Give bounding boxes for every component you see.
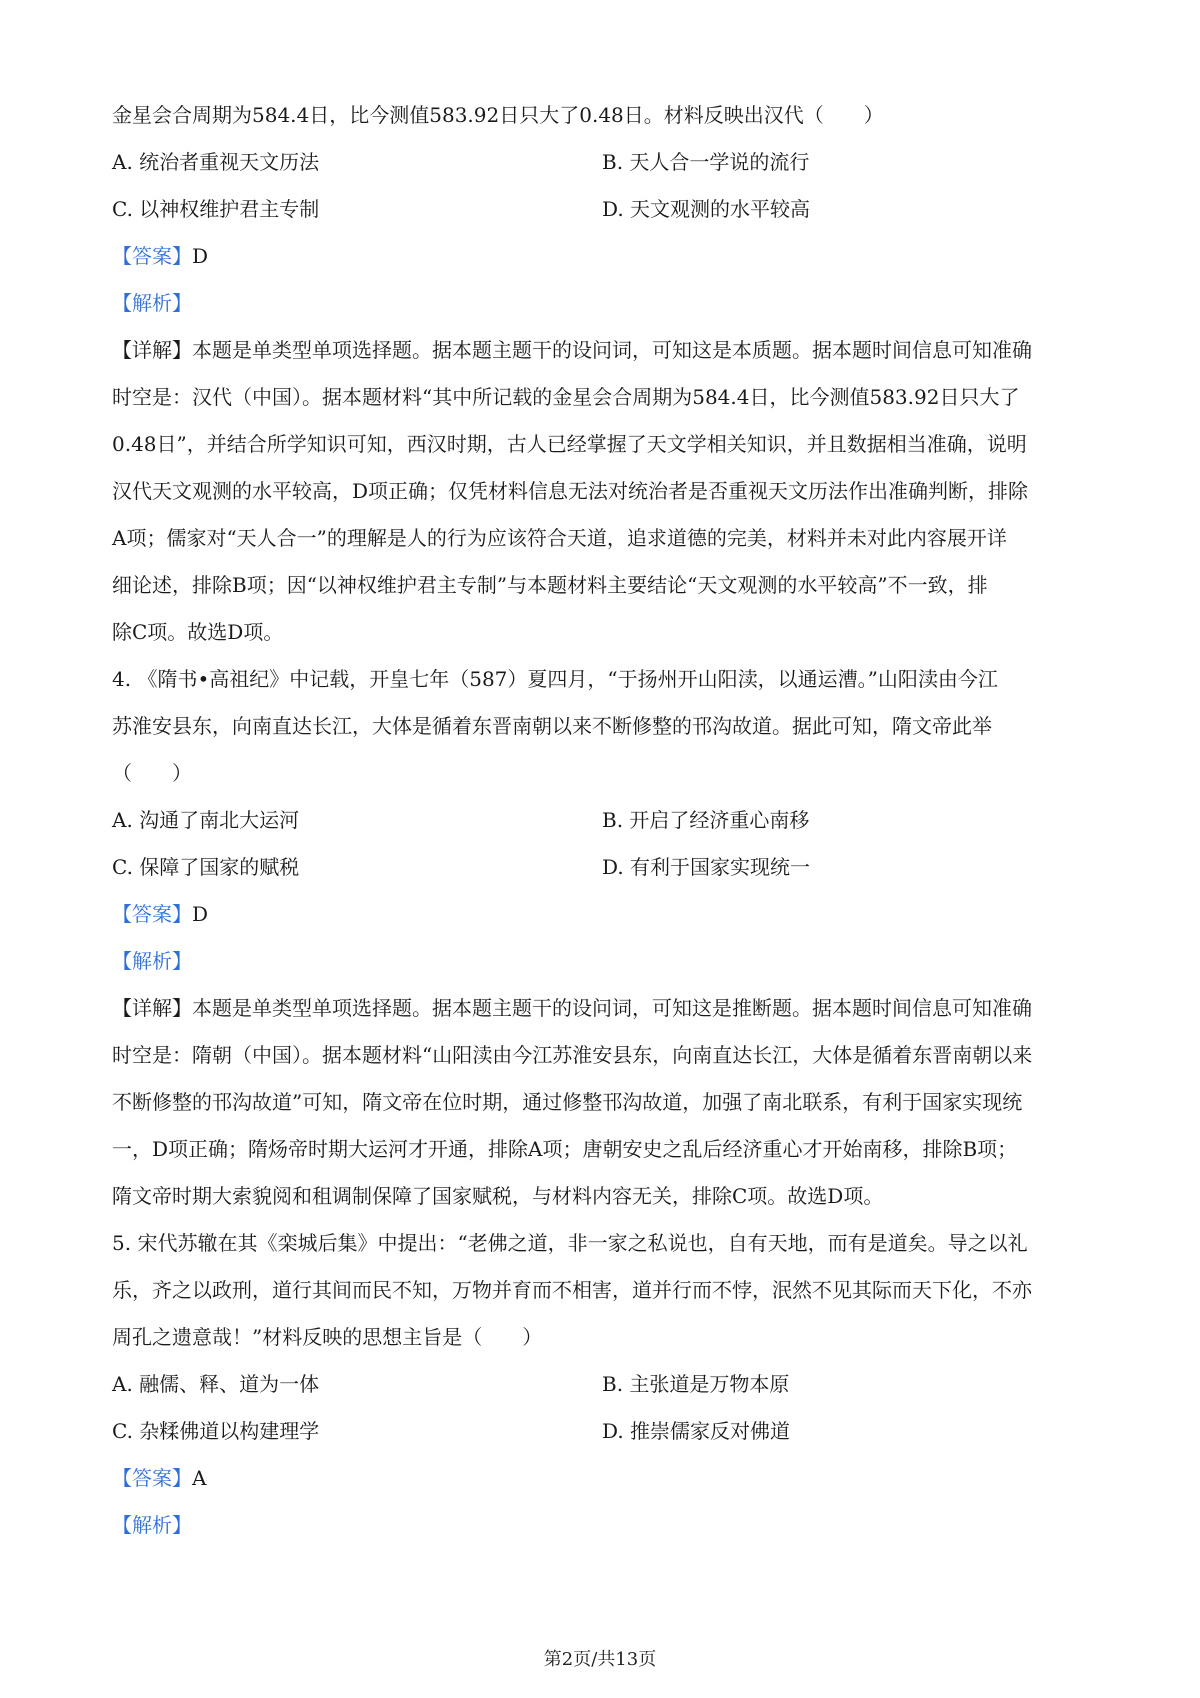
q3-option-d: D. 天文观测的水平较高 bbox=[602, 197, 811, 221]
q5-answer bbox=[112, 1455, 1092, 1502]
q3-detail-line: 细论述，排除B项；因“以神权维护君主专制”与本题材料主要结论“天文观测的水平较高”不一致，排 bbox=[112, 573, 988, 597]
q3-detail-line: 除C项。故选D项。 bbox=[112, 620, 284, 644]
q4-option-b: B. 开启了经济重心南移 bbox=[602, 808, 810, 832]
q4-answer bbox=[112, 891, 1092, 938]
q4-stem bbox=[112, 656, 1092, 797]
q4-analysis-label: 【解析】 bbox=[112, 949, 192, 973]
q4-options-row-2 bbox=[112, 844, 1092, 891]
q3-stem-tail: 金星会合周期为584.4日，比今测值583.92日只大了0.48日。材料反映出汉代（ ） bbox=[112, 103, 884, 127]
q3-answer-label: 【答案】 bbox=[112, 244, 192, 268]
q3-options-row-1 bbox=[112, 139, 1092, 186]
page-footer: 第2页/共13页 bbox=[543, 1649, 657, 1670]
q3-detail bbox=[112, 327, 1092, 656]
q3-detail-text-1: 本题是单类型单项选择题。据本题主题干的设问词，可知这是本质题。据本题时间信息可知准确 bbox=[192, 338, 1032, 362]
q3-detail-line: A项；儒家对“天人合一”的理解是人的行为应该符合天道，追求道德的完美，材料并未对此内容展开详 bbox=[112, 526, 1007, 550]
q5-stem-line: 乐，齐之以政刑，道行其间而民不知，万物并育而不相害，道并行而不悖，泯然不见其际而天下化，不亦 bbox=[112, 1278, 1032, 1302]
q5-options-row-2 bbox=[112, 1408, 1092, 1455]
q3-option-a: A. 统治者重视天文历法 bbox=[112, 150, 320, 174]
q4-detail-line bbox=[112, 985, 1092, 1032]
q5-options-row-1 bbox=[112, 1361, 1092, 1408]
document-page bbox=[112, 92, 1092, 1549]
q3-answer bbox=[112, 233, 1092, 280]
q3-options-row-2 bbox=[112, 186, 1092, 233]
q3-analysis-label: 【解析】 bbox=[112, 291, 192, 315]
q4-detail-line: 不断修整的邗沟故道”可知，隋文帝在位时期，通过修整邗沟故道，加强了南北联系，有利于国家实现统 bbox=[112, 1090, 1023, 1114]
q4-option-c: C. 保障了国家的赋税 bbox=[112, 855, 300, 879]
q4-option-d: D. 有利于国家实现统一 bbox=[602, 855, 811, 879]
q5-answer-value: A bbox=[192, 1466, 207, 1490]
q4-detail-line: 隋文帝时期大索貌阅和租调制保障了国家赋税，与材料内容无关，排除C项。故选D项。 bbox=[112, 1184, 884, 1208]
q5-answer-label: 【答案】 bbox=[112, 1466, 192, 1490]
q5-stem bbox=[112, 1220, 1092, 1361]
q3-detail-label: 【详解】 bbox=[112, 338, 192, 362]
q4-stem-line: 4. 《隋书•高祖纪》中记载，开皇七年（587）夏四月，“于扬州开山阳渎，以通运漕。”山阳渎由今江 bbox=[112, 667, 998, 691]
q5-stem-line: 5. 宋代苏辙在其《栾城后集》中提出：“老佛之道，非一家之私说也，自有天地，而有是道矣。导之以礼 bbox=[112, 1231, 1028, 1255]
q4-detail bbox=[112, 985, 1092, 1220]
q3-analysis bbox=[112, 280, 1092, 327]
q4-options-row-1 bbox=[112, 797, 1092, 844]
q4-answer-value: D bbox=[192, 902, 209, 926]
q3-detail-line: 时空是：汉代（中国）。据本题材料“其中所记载的金星会合周期为584.4日，比今测值583.92日只大了 bbox=[112, 385, 1020, 409]
q4-detail-text-1: 本题是单类型单项选择题。据本题主题干的设问词，可知这是推断题。据本题时间信息可知准确 bbox=[192, 996, 1032, 1020]
q5-option-a: A. 融儒、释、道为一体 bbox=[112, 1372, 320, 1396]
q3-option-c: C. 以神权维护君主专制 bbox=[112, 197, 320, 221]
q4-answer-label: 【答案】 bbox=[112, 902, 192, 926]
q3-answer-value: D bbox=[192, 244, 209, 268]
q5-analysis bbox=[112, 1502, 1092, 1549]
q5-stem-line: 周孔之遗意哉！”材料反映的思想主旨是（ ） bbox=[112, 1325, 543, 1349]
q4-stem-line: 苏淮安县东，向南直达长江，大体是循着东晋南朝以来不断修整的邗沟故道。据此可知，隋文帝此举 bbox=[112, 714, 992, 738]
q4-detail-line: 一，D项正确；隋炀帝时期大运河才开通，排除A项；唐朝安史之乱后经济重心才开始南移，排除B项； bbox=[112, 1137, 1018, 1161]
q5-option-c: C. 杂糅佛道以构建理学 bbox=[112, 1419, 320, 1443]
q3-option-b: B. 天人合一学说的流行 bbox=[602, 150, 810, 174]
q3-detail-line: 0.48日”，并结合所学知识可知，西汉时期，古人已经掌握了天文学相关知识，并且数据相当准确，说明 bbox=[112, 432, 1027, 456]
q5-option-b: B. 主张道是万物本原 bbox=[602, 1372, 790, 1396]
q5-analysis-label: 【解析】 bbox=[112, 1513, 192, 1537]
q4-detail-label: 【详解】 bbox=[112, 996, 192, 1020]
q4-stem-line: （ ） bbox=[112, 761, 192, 785]
q4-detail-line: 时空是：隋朝（中国）。据本题材料“山阳渎由今江苏淮安县东，向南直达长江，大体是循着东晋南朝以来 bbox=[112, 1043, 1033, 1067]
q5-option-d: D. 推崇儒家反对佛道 bbox=[602, 1419, 791, 1443]
q4-analysis bbox=[112, 938, 1092, 985]
q4-option-a: A. 沟通了南北大运河 bbox=[112, 808, 300, 832]
q3-detail-line bbox=[112, 327, 1092, 374]
q3-detail-line: 汉代天文观测的水平较高，D项正确；仅凭材料信息无法对统治者是否重视天文历法作出准确判断，排除 bbox=[112, 479, 1029, 503]
